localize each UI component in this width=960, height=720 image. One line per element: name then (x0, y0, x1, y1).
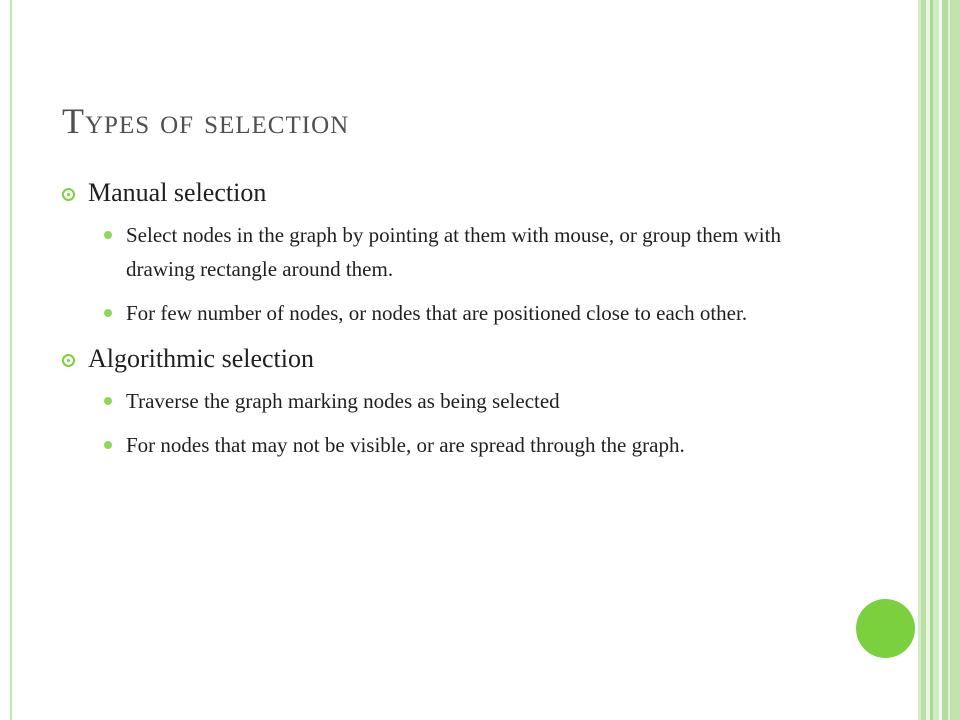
decorative-green-circle (856, 599, 915, 658)
stripe (950, 0, 960, 720)
bullet-level1 (62, 342, 842, 376)
section-manual-selection (62, 176, 842, 330)
ring-bullet-icon (62, 188, 75, 201)
section-algorithmic-selection (62, 342, 842, 462)
bullet-text: For few number of nodes, or nodes that are positioned close to each other. (126, 301, 748, 325)
bullet-level2 (62, 296, 842, 330)
slide-content (62, 176, 842, 474)
bullet-level2 (62, 384, 842, 418)
bullet-text: For nodes that may not be visible, or are spread through the graph. (126, 433, 685, 457)
dot-bullet-icon (104, 397, 112, 405)
bullet-level2 (62, 218, 842, 286)
ring-bullet-icon (62, 354, 75, 367)
dot-bullet-icon (104, 441, 112, 449)
slide-title: Types of selection (62, 101, 350, 141)
bullet-level2 (62, 428, 842, 462)
section-heading: Algorithmic selection (88, 344, 315, 373)
bullet-text: Traverse the graph marking nodes as being selected (126, 389, 560, 413)
dot-bullet-icon (104, 231, 112, 239)
dot-bullet-icon (104, 309, 112, 317)
left-frame-line (10, 0, 12, 720)
bullet-text: Select nodes in the graph by pointing at them with mouse, or group them with drawing rectangle around them. (126, 223, 781, 281)
section-heading: Manual selection (88, 178, 267, 207)
bullet-level1 (62, 176, 842, 210)
